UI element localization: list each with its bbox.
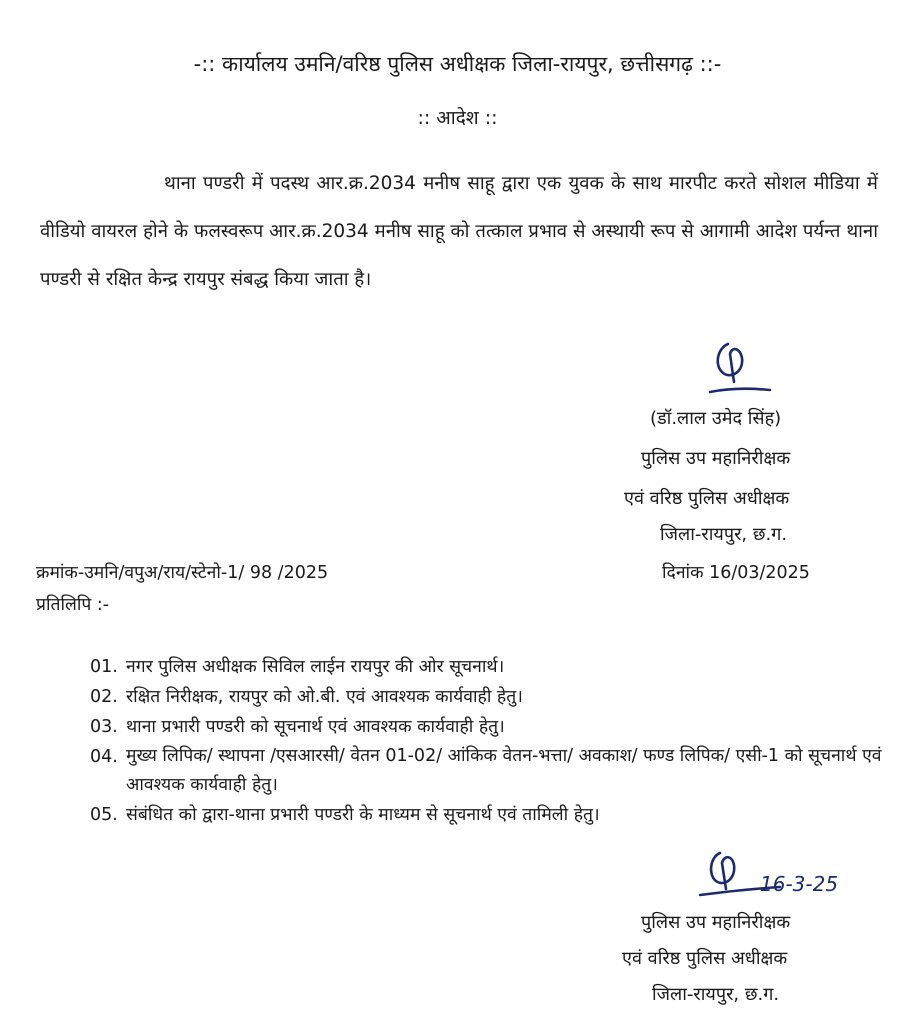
signatory-location: जिला-रायपुर, छ.ग. xyxy=(660,524,788,545)
list-item-number: 01. xyxy=(90,657,118,677)
list-item xyxy=(90,742,890,800)
list-item xyxy=(90,800,890,830)
handwritten-date: 16-3-25 xyxy=(760,872,839,896)
signatory-2-designation-1: पुलिस उप महानिरीक्षक xyxy=(641,912,791,933)
office-header: -:: कार्यालय उमनि/वरिष्ठ पुलिस अधीक्षक जिला-रायपुर, छत्तीसगढ़ ::- xyxy=(193,52,722,76)
signatory-name: (डॉ.लाल उमेद सिंह) xyxy=(650,408,782,429)
list-item-number: 02. xyxy=(90,687,118,707)
list-item-number: 04. xyxy=(90,747,118,767)
reference-number: क्रमांक-उमनि/वपुअ/राय/स्टेनो-1/ 98 /2025 xyxy=(36,563,329,583)
list-item-text: संबंधित को द्वारा-थाना प्रभारी पण्डरी के माध्यम से सूचनार्थ एवं तामिली हेतु। xyxy=(126,805,600,825)
copy-to-label: प्रतिलिपि :- xyxy=(36,595,110,615)
list-item-text: नगर पुलिस अधीक्षक सिविल लाईन रायपुर की ओर सूचनार्थ। xyxy=(126,657,505,677)
signatory-2-location: जिला-रायपुर, छ.ग. xyxy=(652,984,780,1005)
signature-mark-2 xyxy=(690,845,900,915)
signatory-designation-1: पुलिस उप महानिरीक्षक xyxy=(641,448,791,469)
list-item-text: थाना प्रभारी पण्डरी को सूचनार्थ एवं आवश्यक कार्यवाही हेतु। xyxy=(126,717,505,737)
copy-list xyxy=(90,652,890,830)
list-item-number: 03. xyxy=(90,717,118,737)
list-item xyxy=(90,652,890,682)
list-item-text: मुख्य लिपिक/ स्थापना /एसआरसी/ वेतन 01-02/ आंकिक वेतन-भत्ता/ अवकाश/ फण्ड लिपिक/ एसी-1 को सूचनार्थ एवं आवश्यक कार्यवाही हेतु। xyxy=(126,746,882,795)
signature-mark xyxy=(700,340,780,400)
list-item xyxy=(90,682,890,712)
list-item-number: 05. xyxy=(90,805,118,825)
list-item xyxy=(90,712,890,742)
order-paragraph: थाना पण्डरी में पदस्थ आर.क्र.2034 मनीष साहू द्वारा एक युवक के साथ मारपीट करते सोशल मीडिया में वीडियो वायरल होने के फलस्वरूप आर.क्र.2034 मनीष साहू को तत्काल प्रभाव से अस्थायी रूप से आगामी आदेश पर्यन्त थाना पण्डरी से रक्षित केन्द्र रायपुर संबद्ध किया जाता है। xyxy=(40,173,878,290)
signatory-2-designation-2: एवं वरिष्ठ पुलिस अधीक्षक xyxy=(622,948,788,969)
list-item-text: रक्षित निरीक्षक, रायपुर को ओ.बी. एवं आवश्यक कार्यवाही हेतु। xyxy=(126,687,523,707)
signatory-designation-2: एवं वरिष्ठ पुलिस अधीक्षक xyxy=(624,488,790,509)
order-date: दिनांक 16/03/2025 xyxy=(662,563,810,583)
order-title: :: आदेश :: xyxy=(417,107,498,129)
